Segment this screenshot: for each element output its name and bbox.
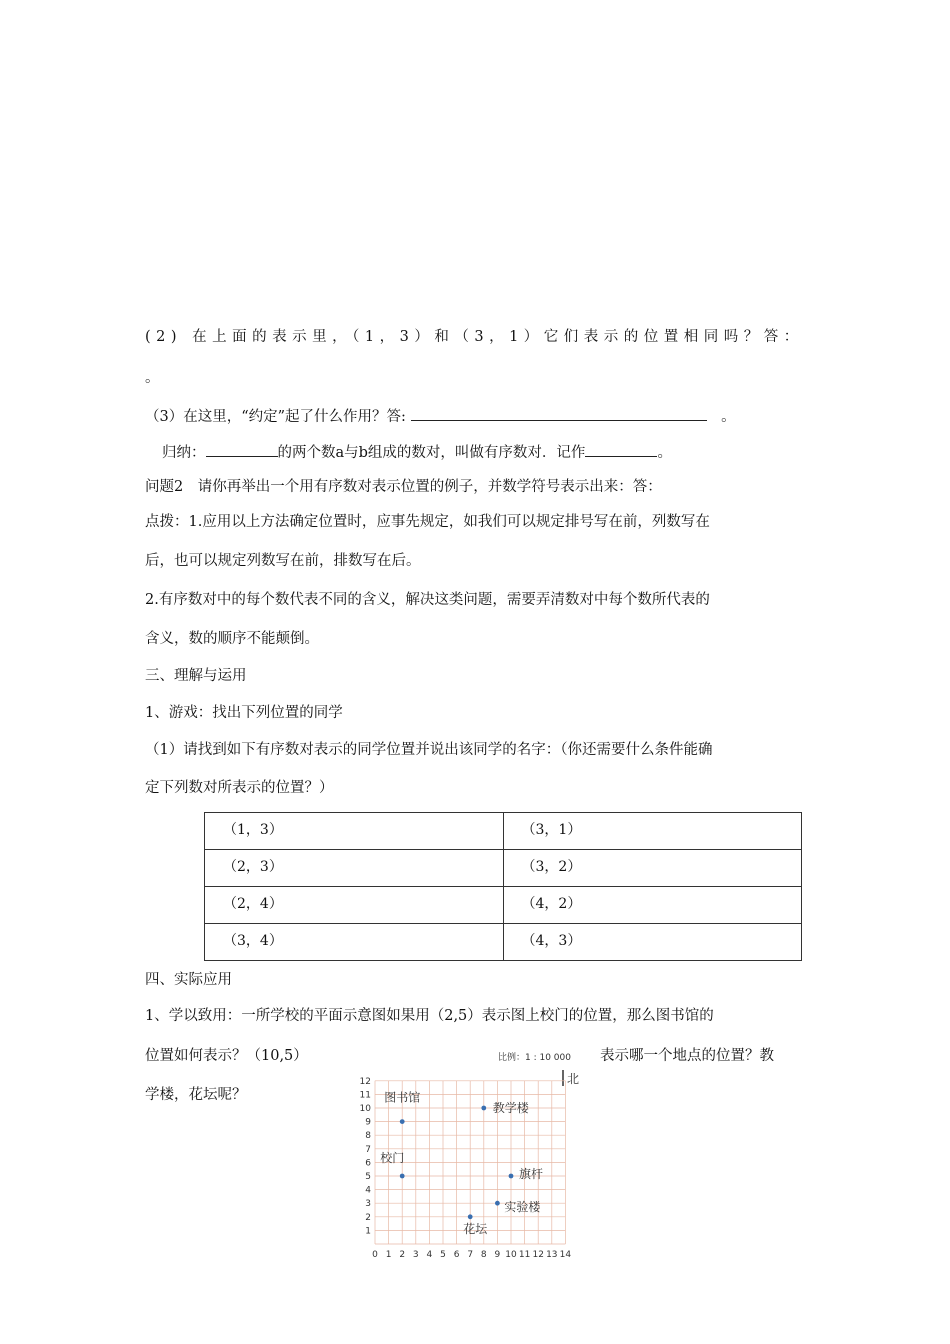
question-3: [145, 406, 736, 427]
x-tick-label: 13: [546, 1250, 558, 1260]
hint-2a: 2.有序数对中的每个数代表不同的含义，解决这类问题，需要弄清数对中每个数所代表的: [145, 592, 710, 608]
x-tick-label: 7: [467, 1250, 474, 1260]
section-4-heading: 四、实际应用: [145, 972, 232, 988]
scale-label: 比例：1 : 10 000: [498, 1053, 571, 1063]
x-tick-label: 2: [399, 1250, 406, 1260]
application-1c: 表示哪一个地点的位置？教: [600, 1048, 774, 1064]
table-cell: （2，3）: [205, 850, 504, 887]
table-cell: （4，2）: [503, 887, 802, 924]
problem-2: 问题2 请你再举出一个用有序数对表示位置的例子，并数学符号表示出来：答：: [145, 479, 662, 495]
y-tick-label: 6: [365, 1158, 371, 1169]
x-tick-label: 6: [453, 1250, 460, 1260]
x-tick-label: 4: [426, 1250, 433, 1260]
map-point-label: 图书馆: [384, 1090, 421, 1105]
x-tick-label: 3: [412, 1250, 419, 1260]
answer-blank-3[interactable]: [411, 406, 707, 421]
school-map-svg: [350, 1048, 590, 1268]
application-1d: 学楼，花坛呢？: [145, 1087, 247, 1103]
application-1b: 位置如何表示？（10,5）: [145, 1048, 308, 1064]
y-tick-label: 1: [365, 1226, 371, 1237]
hint-2b: 含义，数的顺序不能颠倒。: [145, 631, 319, 647]
y-tick-label: 12: [359, 1076, 371, 1087]
game-question-1a: （1）请找到如下有序数对表示的同学位置并说出该同学的名字：（你还需要什么条件能确: [145, 742, 713, 758]
y-tick-label: 10: [359, 1104, 371, 1114]
x-tick-label: 8: [480, 1250, 487, 1260]
table-cell: （3，2）: [503, 850, 802, 887]
map-point: [509, 1174, 514, 1179]
school-map: [350, 1048, 590, 1268]
application-1a: 1、学以致用：一所学校的平面示意图如果用（2,5）表示图上校门的位置，那么图书馆的: [145, 1008, 714, 1024]
y-tick-label: 4: [365, 1185, 371, 1196]
map-point: [481, 1106, 486, 1111]
x-tick-label: 0: [372, 1250, 378, 1260]
table-cell: （1，3）: [205, 813, 504, 850]
table-row: [205, 813, 802, 850]
y-tick-label: 7: [365, 1144, 371, 1155]
summary: [162, 442, 672, 463]
map-point-label: 旗杆: [519, 1167, 544, 1181]
x-tick-label: 12: [532, 1250, 544, 1260]
table-row: [205, 924, 802, 961]
map-point: [468, 1214, 473, 1219]
x-tick-label: 14: [559, 1250, 572, 1260]
game-question-1b: 定下列数对所表示的位置？）: [145, 780, 334, 796]
pairs-table: [204, 812, 802, 961]
x-axis-ticks: [372, 1250, 571, 1260]
summary-mid: 的两个数a与b组成的数对，叫做有序数对．记作: [277, 445, 586, 461]
summary-end: 。: [657, 445, 672, 461]
x-tick-label: 10: [505, 1250, 517, 1260]
x-tick-label: 11: [518, 1250, 531, 1260]
map-point-label: 教学楼: [492, 1101, 529, 1115]
section-3-heading: 三、理解与运用: [145, 668, 247, 684]
y-tick-label: 9: [365, 1117, 371, 1128]
x-tick-label: 1: [385, 1250, 392, 1260]
question-3-text: （3）在这里，“约定”起了什么作用？答:: [145, 409, 406, 425]
table-cell: （2，4）: [205, 887, 504, 924]
question-3-end: 。: [721, 409, 736, 425]
game-heading: 1、游戏：找出下列位置的同学: [145, 705, 343, 721]
y-tick-label: 11: [359, 1090, 371, 1101]
table-row: [205, 887, 802, 924]
y-tick-label: 2: [365, 1212, 371, 1223]
hint-1a: 点拨：1.应用以上方法确定位置时，应事先规定，如我们可以规定排号写在前，列数写在: [145, 514, 710, 530]
hint-1b: 后，也可以规定列数写在前，排数写在后。: [145, 553, 421, 569]
summary-prefix: 归纳：: [162, 445, 206, 461]
question-2-end: 。: [145, 370, 160, 386]
map-point-label: 校门: [380, 1151, 405, 1165]
table-cell: （3，4）: [205, 924, 504, 961]
north-label: 北: [567, 1072, 580, 1086]
y-tick-label: 8: [365, 1131, 371, 1142]
summary-blank-1[interactable]: [206, 442, 278, 457]
table-cell: （4，3）: [503, 924, 802, 961]
x-tick-label: 9: [494, 1250, 501, 1260]
table-cell: （3，1）: [503, 813, 802, 850]
y-tick-label: 5: [365, 1172, 371, 1182]
x-tick-label: 5: [440, 1250, 446, 1260]
map-point-label: 实验楼: [504, 1200, 541, 1215]
question-2: [145, 327, 804, 347]
map-point: [400, 1119, 405, 1124]
map-point: [400, 1174, 405, 1179]
map-point: [495, 1201, 500, 1206]
y-axis-ticks: [360, 1077, 372, 1237]
table-row: [205, 850, 802, 887]
map-point-label: 花坛: [463, 1221, 488, 1236]
summary-blank-2[interactable]: [585, 442, 657, 457]
y-tick-label: 3: [365, 1199, 371, 1210]
question-2-text: (2) 在上面的表示里，（1，3）和（3，1）它们表示的位置相同吗？答：: [145, 329, 804, 345]
